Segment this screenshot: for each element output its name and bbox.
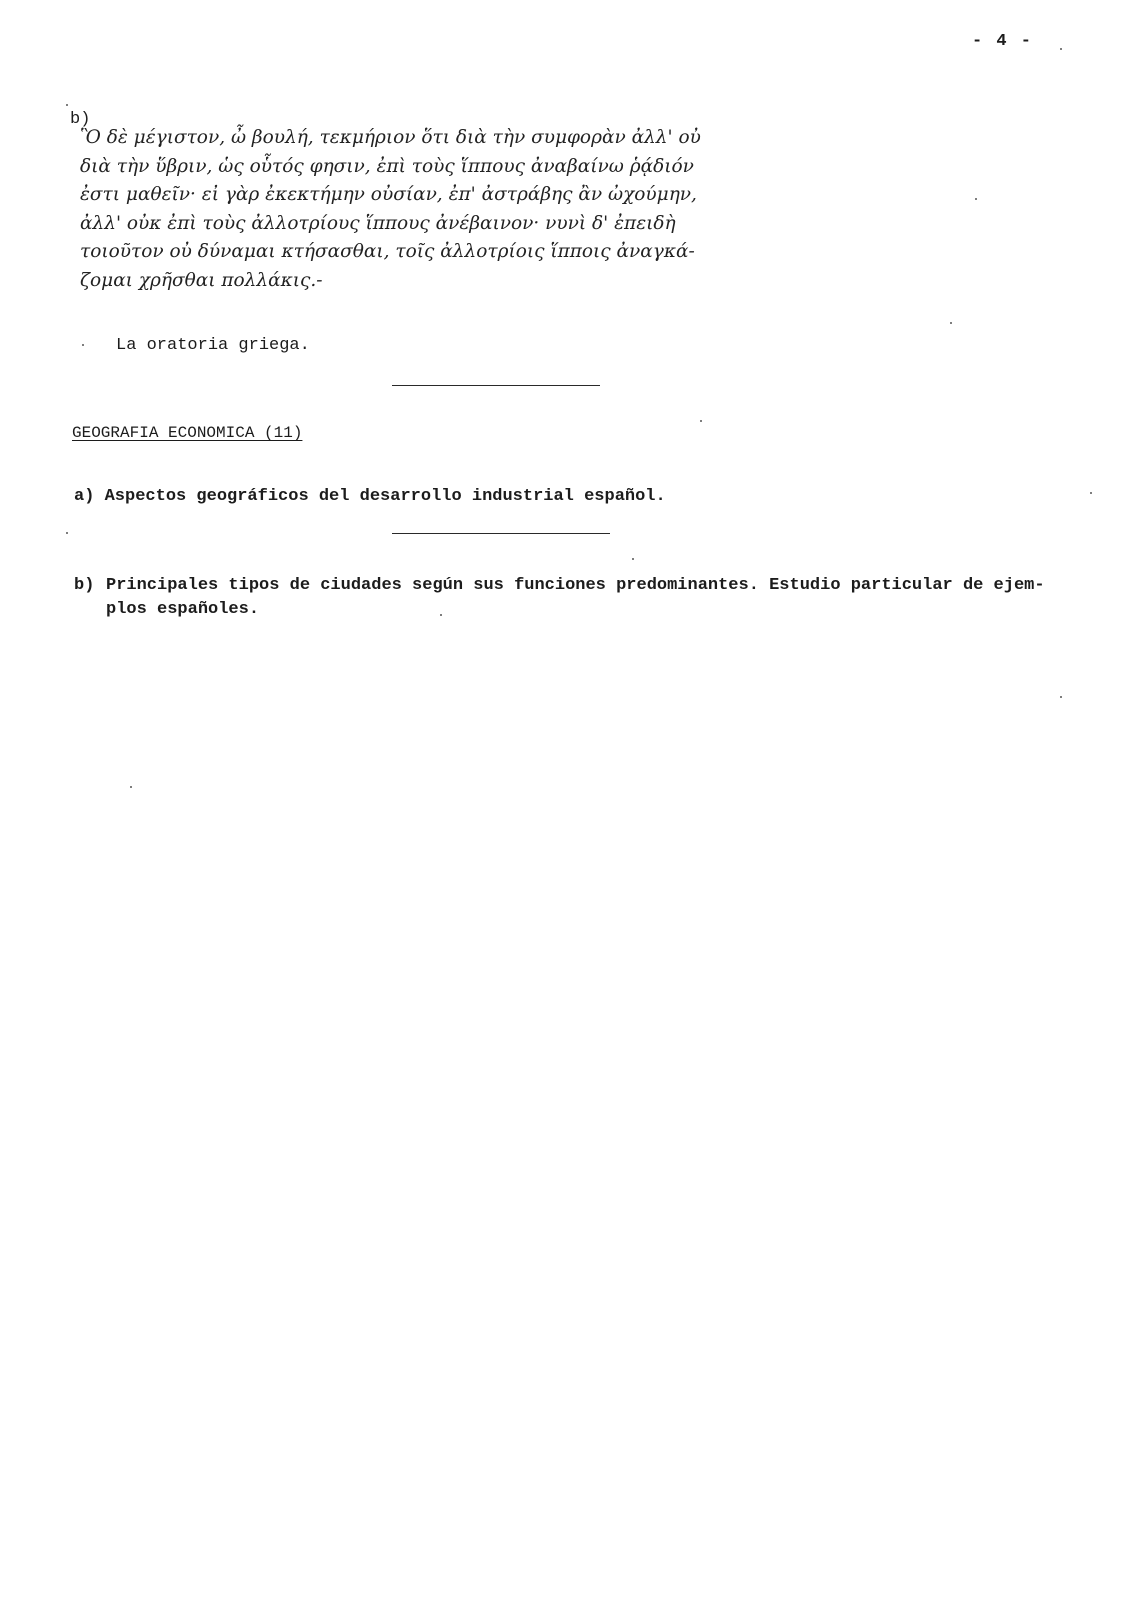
scan-speck xyxy=(1090,492,1092,494)
greek-line: Ὃ δὲ μέγιστον, ὦ βουλή, τεκμήριον ὅτι διὰ τὴν συμφορὰν ἀλλ' οὐ xyxy=(80,127,701,148)
greek-line: διὰ τὴν ὕβριν, ὡς οὗτός φησιν, ἐπὶ τοὺς ἵππους ἀναβαίνω ῥᾴδιόν xyxy=(80,155,694,177)
greek-line: ἐστι μαθεῖν· εἰ γὰρ ἐκεκτήμην οὐσίαν, ἐπ' ἀστράβης ἂν ὠχούμην, xyxy=(80,184,697,205)
scan-speck xyxy=(66,104,68,106)
section-divider xyxy=(392,385,600,387)
scan-speck xyxy=(1060,48,1062,50)
geografia-item-b xyxy=(74,574,1074,622)
item-a-text: Aspectos geográficos del desarrollo industrial español. xyxy=(104,487,666,506)
scan-speck xyxy=(82,344,84,346)
greek-source: La oratoria griega. xyxy=(116,336,310,355)
scan-speck xyxy=(632,558,634,560)
scan-speck xyxy=(440,614,442,616)
item-b-text-line2: plos españoles. xyxy=(106,600,260,619)
item-a-marker: a) xyxy=(74,487,95,506)
geografia-item-a xyxy=(74,487,666,506)
scan-speck xyxy=(975,198,977,200)
item-divider xyxy=(392,533,610,535)
item-b-text-line1: Principales tipos de ciudades según sus funciones predominantes. Estudio particular de ejem- xyxy=(106,576,1045,595)
greek-line: ζομαι χρῆσθαι πολλάκις.- xyxy=(80,269,323,291)
greek-exercise-label: b) xyxy=(70,110,91,129)
section-heading: GEOGRAFIA ECONOMICA (11) xyxy=(72,424,303,442)
scan-speck xyxy=(130,786,132,788)
scan-speck xyxy=(1060,696,1062,698)
scan-speck xyxy=(950,322,952,324)
greek-line: τοιοῦτον οὐ δύναμαι κτήσασθαι, τοῖς ἀλλοτρίοις ἵπποις ἀναγκά- xyxy=(80,241,695,262)
item-b-marker: b) xyxy=(74,576,95,595)
greek-text-block xyxy=(80,124,950,295)
greek-line: ἀλλ' οὐκ ἐπὶ τοὺς ἀλλοτρίους ἵππους ἀνέβαινον· νυνὶ δ' ἐπειδὴ xyxy=(80,212,676,234)
scan-speck xyxy=(66,532,68,534)
scan-speck xyxy=(700,420,702,422)
page-number: - 4 - xyxy=(972,32,1034,51)
